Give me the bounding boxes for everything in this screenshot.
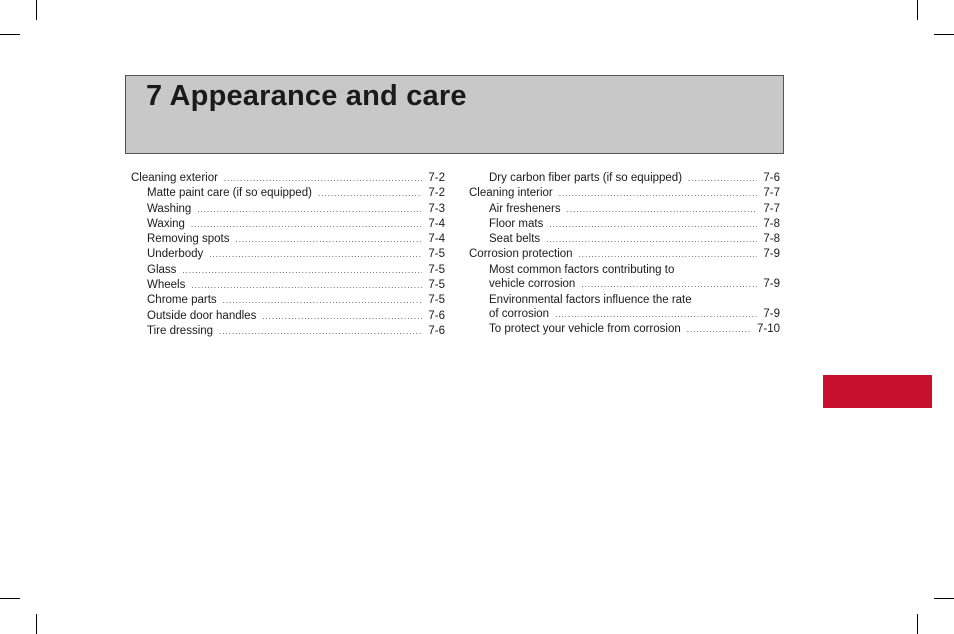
toc-page-number: 7-4 — [428, 217, 445, 230]
toc-page-number: 7-9 — [763, 308, 780, 321]
toc-entry-label-line1: Most common factors contributing to — [489, 263, 675, 276]
toc-leader — [209, 247, 422, 262]
toc-entry-matte-paint-care[interactable] — [131, 186, 445, 201]
chapter-header — [125, 75, 784, 154]
toc-leader — [579, 247, 758, 262]
toc-column-right — [469, 171, 780, 338]
toc-entry-label: Corrosion protection — [469, 248, 573, 261]
toc-page-number: 7-5 — [428, 263, 445, 276]
toc-entry-label: Glass — [147, 263, 177, 276]
crop-mark — [917, 0, 918, 20]
toc-entry-removing-spots[interactable] — [131, 232, 445, 247]
toc-page-number: 7-4 — [428, 233, 445, 246]
toc-entry-label: Waxing — [147, 217, 185, 230]
toc-page-number: 7-5 — [428, 248, 445, 261]
toc-page-number: 7-9 — [763, 248, 780, 261]
toc-entry-label: To protect your vehicle from corrosion — [489, 323, 681, 336]
toc-leader — [318, 186, 422, 201]
toc-leader — [567, 202, 758, 217]
chapter-title: 7 Appearance and care — [146, 80, 467, 112]
toc-entry-corrosion-protection[interactable] — [469, 247, 780, 262]
toc-entry-label: Air fresheners — [489, 202, 561, 215]
toc-leader — [262, 309, 422, 324]
toc-entry-row — [469, 307, 780, 322]
toc-entry-label: Seat belts — [489, 233, 541, 246]
toc-entry-seat-belts[interactable] — [469, 232, 780, 247]
toc-entry-cleaning-interior[interactable] — [469, 186, 780, 201]
toc-column-left — [131, 171, 445, 339]
toc-leader — [235, 232, 422, 247]
toc-page-number: 7-3 — [428, 202, 445, 215]
toc-entry-environmental-factors[interactable] — [469, 293, 780, 323]
toc-entry-label: Wheels — [147, 279, 186, 292]
toc-page-number: 7-8 — [763, 217, 780, 230]
toc-page-number: 7-9 — [763, 278, 780, 291]
toc-entry-waxing[interactable] — [131, 217, 445, 232]
toc-page-number: 7-10 — [756, 323, 780, 336]
toc-page-number: 7-7 — [763, 187, 780, 200]
toc-entry-floor-mats[interactable] — [469, 217, 780, 232]
toc-entry-row — [469, 277, 780, 292]
toc-entry-label-line2: vehicle corrosion — [489, 278, 576, 291]
toc-entry-label: Dry carbon fiber parts (if so equipped) — [489, 172, 683, 184]
crop-mark — [36, 614, 37, 634]
toc-entry-protect-vehicle[interactable] — [469, 322, 780, 337]
toc-entry-label: Tire dressing — [147, 324, 214, 337]
toc-entry-label: Matte paint care (if so equipped) — [147, 187, 312, 200]
toc-page-number: 7-2 — [428, 187, 445, 200]
toc-leader — [191, 217, 422, 232]
toc-entry-label: Removing spots — [147, 233, 230, 246]
toc-entry-label-line2: of corrosion — [489, 308, 550, 321]
toc-leader — [687, 322, 751, 337]
toc-entry-label: Cleaning interior — [469, 187, 553, 200]
toc-leader — [546, 232, 757, 247]
toc-entry-underbody[interactable] — [131, 247, 445, 262]
toc-entry-glass[interactable] — [131, 263, 445, 278]
toc-leader — [688, 171, 757, 186]
toc-entry-common-factors[interactable] — [469, 263, 780, 293]
toc-leader — [219, 324, 422, 339]
toc-leader — [555, 307, 757, 322]
toc-page-number: 7-6 — [428, 324, 445, 337]
toc-page-number: 7-6 — [763, 172, 780, 184]
toc-entry-air-fresheners[interactable] — [469, 202, 780, 217]
toc-page-number: 7-6 — [428, 309, 445, 322]
toc-entry-label: Floor mats — [489, 217, 544, 230]
toc-page-number: 7-5 — [428, 294, 445, 307]
toc-leader — [559, 186, 758, 201]
chapter-tab-marker — [823, 375, 932, 408]
toc-entry-label: Underbody — [147, 248, 204, 261]
toc-entry-chrome-parts[interactable] — [131, 293, 445, 308]
toc-leader — [197, 202, 422, 217]
toc-leader — [191, 278, 422, 293]
toc-entry-dry-carbon-fiber[interactable] — [469, 171, 780, 186]
toc-entry-label-line1: Environmental factors influence the rate — [489, 293, 692, 306]
toc-entry-label: Washing — [147, 202, 192, 215]
toc-entry-cleaning-exterior[interactable] — [131, 171, 445, 186]
toc-page-number: 7-2 — [428, 172, 445, 184]
toc-entry-label: Chrome parts — [147, 294, 217, 307]
toc-entry-wheels[interactable] — [131, 278, 445, 293]
toc-page-number: 7-8 — [763, 233, 780, 246]
toc-page-number: 7-7 — [763, 202, 780, 215]
toc-entry-tire-dressing[interactable] — [131, 324, 445, 339]
crop-mark — [917, 614, 918, 634]
toc-leader — [581, 277, 757, 292]
toc-entry-label: Cleaning exterior — [131, 172, 218, 184]
toc-entry-washing[interactable] — [131, 202, 445, 217]
crop-mark — [36, 0, 37, 20]
toc-entry-outside-door-handles[interactable] — [131, 309, 445, 324]
toc-leader — [223, 293, 423, 308]
crop-mark — [0, 34, 20, 35]
toc-leader — [549, 217, 757, 232]
toc-leader — [224, 171, 422, 186]
toc-page-number: 7-5 — [428, 279, 445, 292]
crop-mark — [934, 598, 954, 599]
toc-entry-label: Outside door handles — [147, 309, 257, 322]
toc-leader — [182, 263, 422, 278]
crop-mark — [0, 598, 20, 599]
crop-mark — [934, 34, 954, 35]
